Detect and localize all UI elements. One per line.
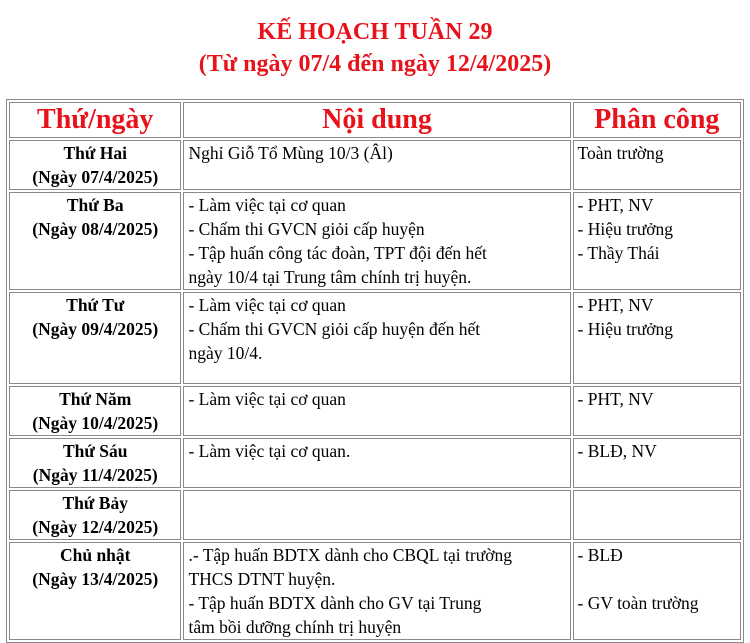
day-date: (Ngày 13/4/2025) (32, 569, 159, 589)
assign-line: - Hiệu trưởng (577, 219, 674, 239)
day-cell (9, 292, 181, 384)
assign-cell (573, 192, 741, 290)
table-row (9, 438, 741, 488)
day-cell (9, 438, 181, 488)
content-line: ngày 10/4 tại Trung tâm chính trị huyện. (188, 267, 472, 287)
table-row (9, 292, 741, 384)
content-cell (183, 140, 570, 190)
day-name: Thứ Hai (63, 143, 127, 163)
day-cell (9, 490, 181, 540)
day-date: (Ngày 10/4/2025) (32, 413, 159, 433)
table-row (9, 490, 741, 540)
content-line: tâm bồi dưỡng chính trị huyện (188, 617, 402, 637)
assign-cell (573, 490, 741, 540)
table-body (9, 140, 741, 640)
assign-line: - BLĐ (577, 545, 623, 565)
content-line: - Tập huấn BDTX dành cho GV tại Trung (188, 593, 482, 613)
content-line: - Làm việc tại cơ quan (188, 295, 346, 315)
assign-cell (573, 542, 741, 640)
content-line: - Làm việc tại cơ quan. (188, 441, 351, 461)
content-line: THCS DTNT huyện. (188, 569, 336, 589)
day-name: Thứ Ba (66, 195, 124, 215)
content-line: - Làm việc tại cơ quan (188, 195, 346, 215)
table-row (9, 140, 741, 190)
content-line: Nghỉ Giỗ Tổ Mùng 10/3 (Âl) (188, 143, 393, 163)
assign-line: - PHT, NV (577, 295, 654, 315)
assign-cell (573, 292, 741, 384)
table-row (9, 386, 741, 436)
day-date: (Ngày 11/4/2025) (32, 465, 158, 485)
assign-line: - Thầy Thái (577, 243, 660, 263)
assign-line: Toàn trường (577, 143, 664, 163)
assign-cell (573, 438, 741, 488)
content-cell (183, 192, 570, 290)
day-date: (Ngày 07/4/2025) (32, 167, 159, 187)
day-date: (Ngày 09/4/2025) (32, 319, 159, 339)
day-cell (9, 140, 181, 190)
day-name: Thứ Tư (66, 295, 125, 315)
header-content: Nội dung (183, 102, 570, 138)
content-cell (183, 490, 570, 540)
content-line: - Tập huấn công tác đoàn, TPT đội đến hết (188, 243, 487, 263)
content-cell (183, 542, 570, 640)
assign-line: - Hiệu trưởng (577, 319, 674, 339)
day-name: Thứ Năm (59, 389, 132, 409)
day-name: Thứ Sáu (62, 441, 128, 461)
day-cell (9, 192, 181, 290)
page-title: KẾ HOẠCH TUẦN 29 (257, 19, 493, 45)
day-date: (Ngày 08/4/2025) (32, 219, 159, 239)
assign-line: - BLĐ, NV (577, 441, 657, 461)
assign-line: - PHT, NV (577, 195, 654, 215)
day-name: Chủ nhật (59, 545, 131, 565)
content-line: .- Tập huấn BDTX dành cho CBQL tại trường (188, 545, 512, 565)
table-row (9, 542, 741, 640)
content-cell (183, 386, 570, 436)
assign-line: - PHT, NV (577, 389, 654, 409)
content-line: - Chấm thi GVCN giỏi cấp huyện (188, 219, 425, 239)
assign-line (578, 567, 736, 591)
day-name: Thứ Bảy (62, 493, 128, 513)
header-day: Thứ/ngày (9, 102, 181, 138)
day-cell (9, 542, 181, 640)
page-subtitle: (Từ ngày 07/4 đến ngày 12/4/2025) (198, 51, 552, 77)
content-line: ngày 10/4. (188, 343, 263, 363)
content-line: - Chấm thi GVCN giỏi cấp huyện đến hết (188, 319, 481, 339)
content-line: - Làm việc tại cơ quan (188, 389, 346, 409)
assign-cell (573, 140, 741, 190)
header-row (9, 102, 741, 138)
day-date: (Ngày 12/4/2025) (32, 517, 159, 537)
header-assign: Phân công (573, 102, 741, 138)
assign-cell (573, 386, 741, 436)
assign-line: - GV toàn trường (577, 593, 699, 613)
day-cell (9, 386, 181, 436)
content-cell (183, 438, 570, 488)
content-cell (183, 292, 570, 384)
weekly-plan-table (6, 99, 744, 643)
table-row (9, 192, 741, 290)
